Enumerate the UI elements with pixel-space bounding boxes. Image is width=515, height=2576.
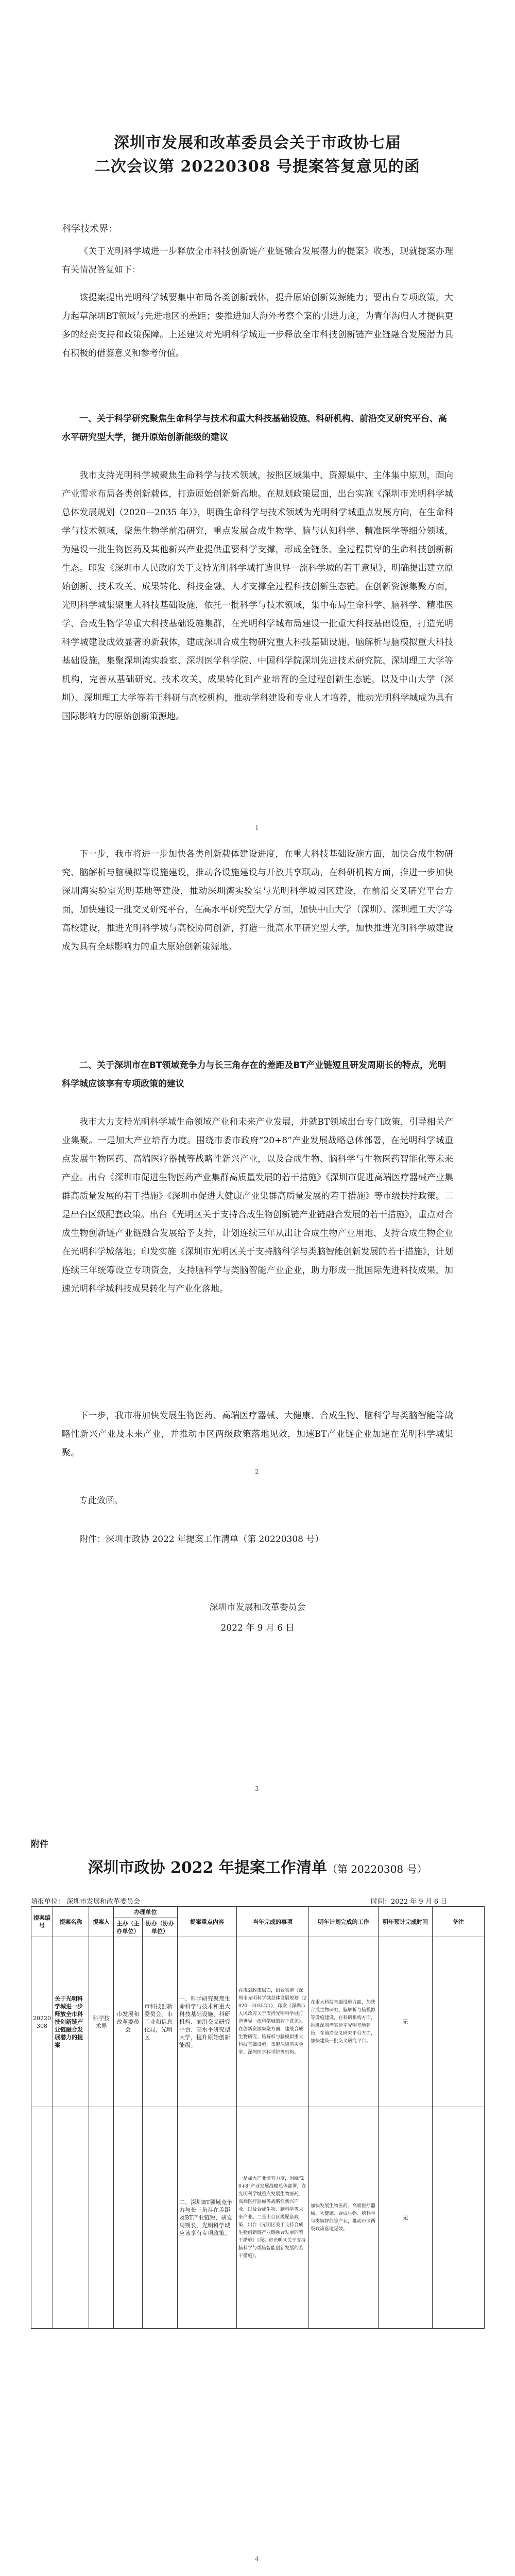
cell-long-term: 无 [379,1937,433,2107]
page-number: 4 [255,2555,259,2563]
header-key-content: 提案重点内容 [178,1907,237,1937]
cell-assist [143,2107,178,2329]
cell-remark [433,1937,485,2107]
header-lead: 主办（主办单位） [114,1918,143,1937]
cell-key-content: 二、深圳BT领域竞争力与长三角存在差距及BT产业链短、研发周期长，光明科学城应该享有专项政策。 [178,2107,237,2329]
cell-name [53,2107,89,2329]
cell-proposer: 科学技术界 [89,1937,114,2107]
signature-org: 深圳市发展和改革委员会 [209,1602,306,1613]
cell-lead [114,2107,143,2329]
letter-title-line1: 深圳市发展和改革委员会关于市政协七届 [114,134,401,152]
page-number: 2 [255,1468,259,1476]
worklist-unit: 填报单位： 深圳市发展和改革委员会 [31,1898,141,1906]
cell-progress: 在规划政策层面，出台实施《深圳市光明科学城总体发展规划（2020—2035年）》，印发《深圳市人民政府关于支持光明科学城打造世界一流科学城的若干意见》。在创新资源集聚方面，建成合成生物研究、脑解析与脑模拟重大科技基础设施，集聚深圳湾实验室、深圳医学科学院等机构。 [237,1937,309,2107]
signature-date: 2022 年 9 月 6 日 [220,1623,295,1633]
worklist-date: 时间：2022 年 9 月 6 日 [371,1898,448,1906]
worklist-title-main: 深圳市政协 2022 年提案工作清单 [88,1859,327,1877]
header-handle-units: 办理单位 [114,1907,178,1918]
closing-line: 专此致函。 [79,1496,123,1506]
section2-paragraph-1: 我市大力支持光明科学城生命领域产业和未来产业发展，并就BT领域出台专门政策，引导相关产业集聚。一是加大产业培育力度。围绕市委市政府“20+8”产业发展战略总体部署，在光明科学城重点发展生物医药、高端医疗器械等战略性新兴产业，以及合成生物、脑科学与生物医药智能化等未来产业。出台《深圳市促进生物医药产业集群高质量发展的若干措施》《深圳市促进高端医疗器械产业集群高质量发展的若干措施》《深圳市促进大健康产业集群高质量发展的若干措施》等市级扶持政策。二是出台区级配套政策。出台《光明区关于支持合成生物创新链产业链融合发展的若干措施》，重点对合成生物创新链产业链融合发展给予支持，计划连续三年从出让合成生物产业用地、支持合成生物企业在光明科学城落地；印发实施《深圳市光明区关于支持脑科学与类脑智能创新发展的若干措施》，计划连续三年统筹设立专项资金，支持脑科学与类脑智能产业企业，助力形成一批国际先进科技成果，加速光明科学城科技成果转化与产业化落地。 [62,1117,453,1294]
header-remark: 备注 [433,1907,485,1937]
page-number: 1 [255,824,259,832]
cell-progress: 一是加大产业培育力度，围绕“20+8”产业发展战略总体部署，在光明科学城重点发展生物医药、高端医疗器械等战略性新兴产业，以及合成生物、脑科学等未来产业。二是出台区级配套政策，出台《光明区关于支持合成生物创新链产业链融合发展的若干措施》《深圳市光明区关于支持脑科学与类脑智能创新发展的若干措施》。 [237,2107,309,2329]
section2-paragraph-2: 下一步，我市将加快发展生物医药、高端医疗器械、大健康、合成生物、脑科学与类脑智能等战略性新兴产业及未来产业，并推动市区两级政策落地见效，加速BT产业链企业加速在光明科学城集聚。 [62,1411,453,1458]
section1-paragraph-1: 我市支持光明科学城聚焦生命科学与技术领域，按照区域集中、资源集中、主体集中原则，面向产业需求布局各类创新载体，打造原始创新新高地。在规划政策层面，出台实施《深圳市光明科学城总体发展规划（2020—2035 年）》，明确生命科学与技术领域为光明科学城重点发展方向，在生命科学与技术领域，聚焦生物学前沿研究，重点发展合成生物学、脑与认知科学、精准医学等细分领域，为建设一批生物医药及其他新兴产业提供重要科学支撑，形成全链条、全过程贯穿的生命科技创新新生态。印发《深圳市人民政府关于支持光明科学城打造世界一流科学城的若干意见》，明确提出建立原始创新、技术攻关、成果转化、科技金融、人才支撑全过程科技创新生态链。在创新资源集聚方面，光明科学城集聚重大科技基础设施，依托一批科学与技术领域，集中布局生命科学、脑科学、精准医学、合成生物学等重大科技基础设施集群，在光明科学城布局建设一批重大科技基础设施，打造光明科学城建设成效显著的新载体，建成深圳合成生物研究重大科技基础设施、脑解析与脑模拟重大科技基础设施，集聚深圳湾实验室、深圳医学科学院、中国科学院深圳先进技术研究院、深圳理工大学等机构，完善从基础研究、技术攻关、成果转化到产业培育的全过程创新生态链，以及中山大学（深圳）、深圳理工大学等若干科研与高校机构，推动学科建设和专业人才培养，推动光明科学城成为具有国际影响力的原始创新策源地。 [62,470,453,722]
cell-key-content: 一、科学研究聚焦生命科学与技术和重大科技基础设施、科研机构、前沿交叉研究平台、高水平研究型大学，提升原始创新能级。 [178,1937,237,2107]
cell-assist: 市科技创新委员会，市工业和信息化局，光明区 [143,1937,178,2107]
worklist-table [31,1906,485,2329]
letter-title [52,131,464,179]
cell-plan: 加快发展生物医药、高端医疗器械、大健康、合成生物、脑科学与类脑智能等产业，推动市区两级政策落地见效。 [309,2107,379,2329]
cell-proposer [89,2107,114,2329]
table-row [31,1937,485,2107]
intro-paragraph-2: 该提案提出光明科学城要集中布局各类创新载体，提升原始创新策源能力；要出台专项政策，大力起草深圳BT领域与先进地区的差距；要推进加大海外考察个案的引进力度，为青年海归人才提供更多的经费支持和政策保障。上述建议对光明科学城进一步释放全市科技创新链产业链融合发展潜力具有积极的借鉴意义和参考价值。 [62,293,453,359]
salutation: 科学技术界： [62,224,117,234]
page-number: 3 [255,1785,259,1792]
header-plan: 明年计划完成的工作 [309,1907,379,1937]
intro-paragraph-1: 《关于光明科学城进一步释放全市科技创新链产业链融合发展潜力的提案》收悉，现就提案办理有关情况答复如下： [62,246,453,275]
header-name: 提案名称 [53,1907,89,1937]
header-assist: 协办（协办单位） [143,1918,178,1937]
header-progress: 当年完成的事项 [237,1907,309,1937]
worklist-title [52,1855,464,1877]
section-heading-2: 二、关于深圳市在BT领域竞争力与长三角存在的差距及BT产业链短且研发周期长的特点，光明科学城应该享有专项政策的建议 [62,1060,447,1089]
cell-lead: 市发展和改革委员会 [114,1937,143,2107]
header-proposer: 提案人 [89,1907,114,1937]
table-header-row [31,1907,485,1918]
header-seq: 提案编号 [31,1907,53,1937]
worklist-title-suffix: （第 20220308 号） [327,1863,427,1875]
section1-paragraph-2: 下一步，我市将进一步加快各类创新载体建设进度，在重大科技基础设施方面，加快合成生物研究、脑解析与脑模拟等设施建设，推动各设施建设与开放共享联动，在科研机构方面，推进一步加快深圳湾实验室光明基地等建设，推动深圳湾实验室与光明科学城园区建设，在前沿交叉研究平台方面，加快建设一批交叉研究平台，在高水平研究型大学方面，加快中山大学（深圳）、深圳理工大学等高校建设，推进光明科学城与高校协同创新，打造一批高水平研究型大学，加快推进光明科学城建设成为具有全球影响力的重大原始创新策源地。 [62,849,453,952]
cell-plan: 在重大科技基础设施方面，加快合成生物研究、脑解析与脑模拟等设施建设，在科研机构方面，推进深圳湾实验室光明基地建设，在前沿交叉研究平台方面，加快建设一批交叉研究平台。 [309,1937,379,2107]
attachment-label: 附件 [31,1839,48,1850]
header-long-term: 明年预计完成时间 [379,1907,433,1937]
cell-seq [31,2107,53,2329]
table-row [31,2107,485,2329]
letter-title-line2: 二次会议第 20220308 号提案答复意见的函 [95,158,420,176]
cell-seq: 20220308 [31,1937,53,2107]
cell-remark [433,2107,485,2329]
cell-name: 关于光明科学城进一步释放全市科技创新链产业链融合发展潜力的提案 [53,1937,89,2107]
cell-long-term: 无 [379,2107,433,2329]
attachment-reference: 附件：深圳市政协 2022 年提案工作清单（第 20220308 号） [79,1534,324,1545]
section-heading-1: 一、关于科学研究聚焦生命科学与技术和重大科技基础设施、科研机构、前沿交叉研究平台、高水平研究型大学，提升原始创新能级的建议 [62,414,447,443]
